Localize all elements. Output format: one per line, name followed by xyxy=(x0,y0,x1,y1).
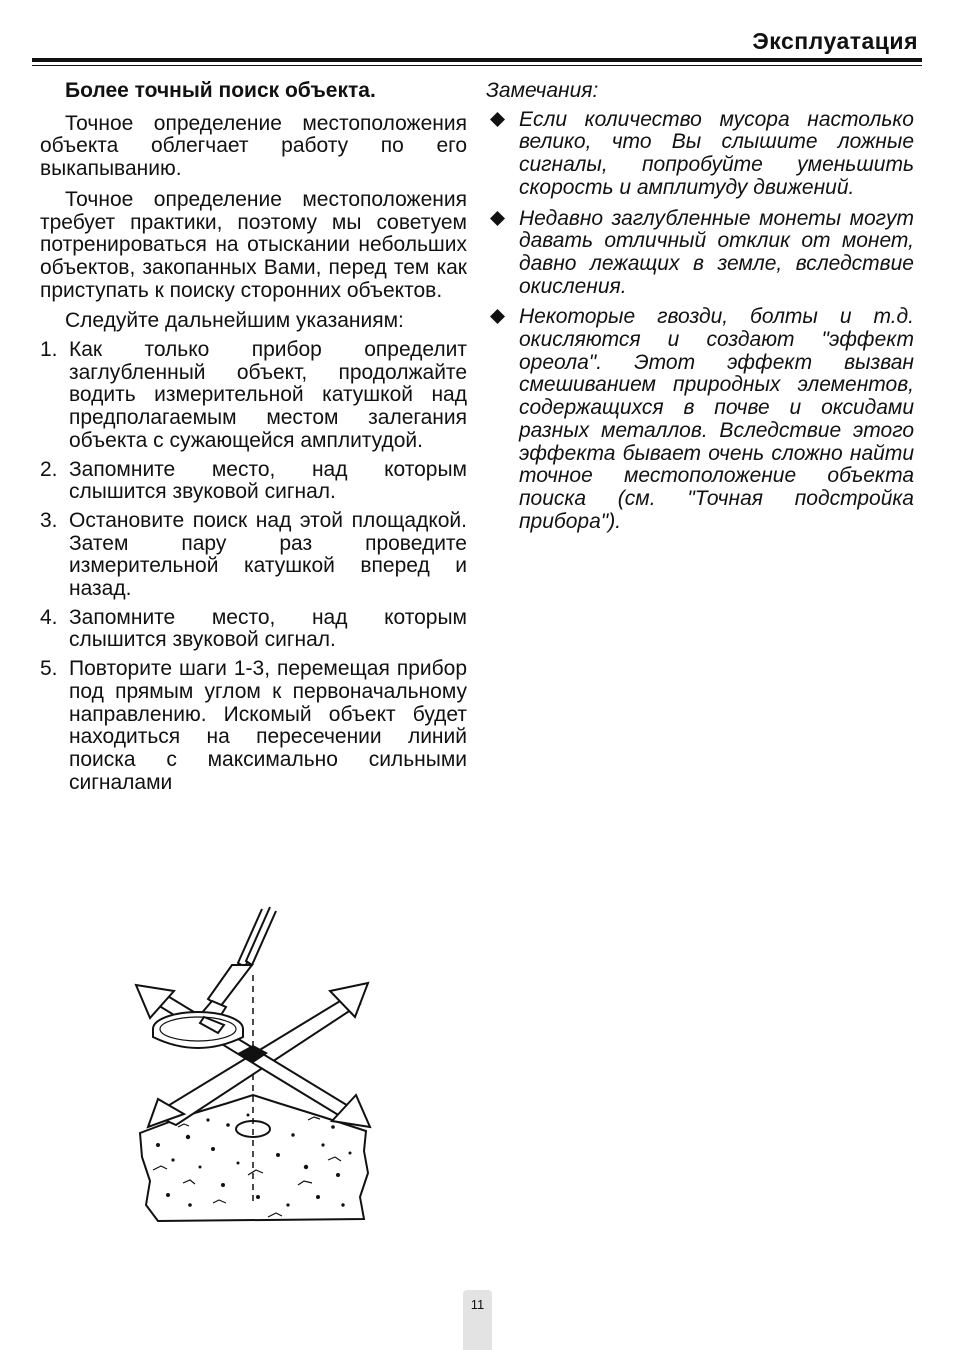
step-number: 2. xyxy=(40,457,58,481)
step-item xyxy=(40,459,467,504)
detector-icon xyxy=(153,907,276,1048)
paragraph-1: Точное определение местоположения объекта облегчает работу по его выкапыванию. xyxy=(40,111,467,181)
step-item xyxy=(40,607,467,652)
header-rule-thin xyxy=(32,65,922,66)
note-item xyxy=(486,208,914,299)
step-number: 1. xyxy=(40,338,58,362)
step-number: 4. xyxy=(40,605,58,629)
step-text: Запомните место, над которым слышится звуковой сигнал. xyxy=(69,457,467,504)
diamond-bullet-icon xyxy=(490,112,505,127)
diamond-bullet-icon xyxy=(490,309,505,324)
note-item xyxy=(486,109,914,200)
step-number: 3. xyxy=(40,508,58,532)
left-column xyxy=(40,80,467,800)
notes-title: Замечания: xyxy=(486,79,599,102)
step-text: Повторите шаги 1-3, перемещая прибор под прямым углом к первоначальному направлению. Искомый объект будет находиться на пересечении линий поиска с максимально сильными сигналами xyxy=(69,657,467,794)
page-number: 11 xyxy=(470,1297,485,1312)
diamond-bullet-icon xyxy=(490,211,505,226)
note-text: Если количество мусора настолько велико, что Вы слышите ложные сигналы, попробуйте уменьшить скорость и амплитуду движений. xyxy=(519,107,914,199)
step-text: Как только прибор определит заглубленный объект, продолжайте водить измерительной катушкой над предполагаемым местом залегания объекта с сужающейся амплитудой. xyxy=(69,338,467,452)
step-text: Запомните место, над которым слышится звуковой сигнал. xyxy=(69,605,467,652)
notes-list xyxy=(486,109,914,534)
page-section-title: Эксплуатация xyxy=(752,28,918,54)
section-heading: Более точный поиск объекта. xyxy=(65,79,376,102)
right-column xyxy=(486,80,914,541)
steps-intro: Следуйте дальнейшим указаниям: xyxy=(65,309,404,333)
paragraph-2: Точное определение местоположения требует практики, поэтому мы советуем потренироваться на отыскании небольших объектов, закопанных Вами, перед тем как приступать к поиску сторонних объектов. xyxy=(40,187,467,302)
note-item xyxy=(486,306,914,533)
metal-detector-pinpointing-illustration xyxy=(128,905,378,1225)
step-number: 5. xyxy=(40,657,58,681)
step-item xyxy=(40,510,467,601)
step-item xyxy=(40,658,467,794)
note-text: Некоторые гвозди, болты и т.д. окисляются и создают "эффект ореола". Этот эффект вызван смешиванием природных элементов, содержащихся в почве и оксидами разных металлов. Вследствие этого эффекта бывает очень сложно найти точное местоположение объекта поиска (см. "Точная подстройка прибора"). xyxy=(519,305,914,533)
step-item xyxy=(40,339,467,453)
step-text: Остановите поиск над этой площадкой. Затем пару раз проведите измерительной катушкой вперед и назад. xyxy=(69,508,467,601)
header-rule-thick xyxy=(32,58,922,62)
note-text: Недавно заглубленные монеты могут давать отличный отклик от монет, давно лежащих в земле, вследствие окисления. xyxy=(519,206,914,298)
steps-list xyxy=(40,339,467,794)
